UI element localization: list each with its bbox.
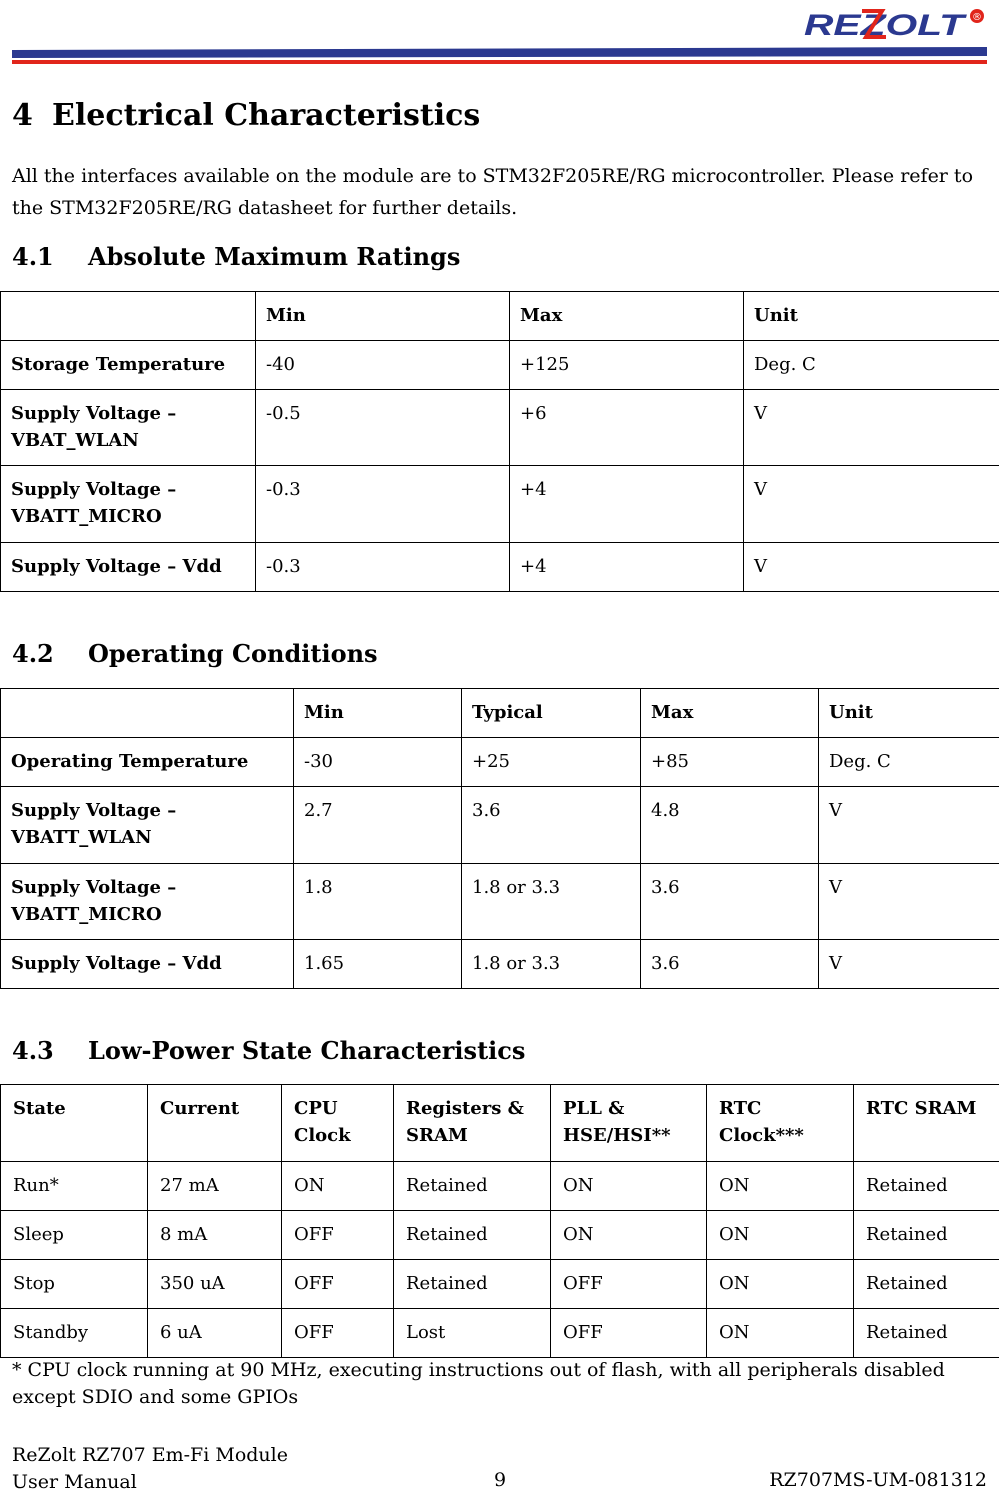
table-cell: 3.6 [641,864,819,940]
table-cell: Deg. C [744,341,999,390]
column-header: RTC Clock*** [707,1085,854,1162]
table-cell: 1.65 [294,940,462,989]
table-cell: +4 [510,543,744,592]
table-cell: +6 [510,390,744,466]
table-cell: Deg. C [819,738,999,787]
table-cell: Storage Temperature [1,341,256,390]
section-heading-4-2: 4.2 Operating Conditions [12,639,378,668]
column-header: Unit [744,292,999,341]
column-header: Min [294,689,462,738]
table-cell: V [744,390,999,466]
operating-conditions-table [0,688,999,989]
column-header: Typical [462,689,641,738]
table-cell: Operating Temperature [1,738,294,787]
column-header: Max [641,689,819,738]
table-cell: Retained [394,1260,551,1309]
table-cell: Supply Voltage – VBATT_WLAN [1,787,294,864]
footer-left [12,1442,288,1496]
table-row [1,940,999,989]
table-cell: -30 [294,738,462,787]
table-cell: OFF [282,1309,394,1358]
table-cell: Retained [394,1211,551,1260]
table-cell: -0.3 [256,466,510,543]
column-header: Current [148,1085,282,1162]
table-cell: 2.7 [294,787,462,864]
footer-product: ReZolt RZ707 Em-Fi Module [12,1442,288,1469]
column-header: Min [256,292,510,341]
table-header-row [1,292,999,341]
table-cell: V [744,466,999,543]
table-row [1,543,999,592]
table-cell: ON [707,1309,854,1358]
column-header: Max [510,292,744,341]
table-cell: -0.5 [256,390,510,466]
column-header: State [1,1085,148,1162]
footer-doc-type: User Manual [12,1469,288,1496]
table-cell: 1.8 or 3.3 [462,940,641,989]
registered-mark: ® [972,12,982,23]
page-number: 9 [494,1469,506,1491]
table-cell: Supply Voltage – VBATT_MICRO [1,466,256,543]
column-header: RTC SRAM [854,1085,999,1162]
table-row [1,390,999,466]
table-cell: OFF [551,1309,707,1358]
column-header [1,689,294,738]
intro-paragraph: All the interfaces available on the module are to STM32F205RE/RG microcontroller. Please refer to the STM32F205RE/RG datasheet for further details. [12,160,987,224]
table-row [1,787,999,864]
rezolt-logo [800,4,990,44]
table-cell: Retained [854,1260,999,1309]
table-cell: +4 [510,466,744,543]
table-cell: 1.8 or 3.3 [462,864,641,940]
table-cell: Supply Voltage – VBAT_WLAN [1,390,256,466]
table-row [1,341,999,390]
table-row [1,1309,999,1358]
table-cell: Supply Voltage – VBATT_MICRO [1,864,294,940]
table-row [1,738,999,787]
table-cell: Run* [1,1162,148,1211]
chapter-title: Electrical Characteristics [52,98,480,133]
table-cell: 6 uA [148,1309,282,1358]
table-cell: 350 uA [148,1260,282,1309]
column-header: CPU Clock [282,1085,394,1162]
table-cell: ON [551,1211,707,1260]
table-cell: 3.6 [462,787,641,864]
table-header-row [1,689,999,738]
table-cell: V [819,940,999,989]
table-cell: ON [282,1162,394,1211]
logo-text: REZOLT [804,9,968,42]
table-cell: ON [707,1260,854,1309]
table-row [1,1260,999,1309]
table-cell: 8 mA [148,1211,282,1260]
table-cell: 27 mA [148,1162,282,1211]
table-header-row [1,1085,999,1162]
table-cell: Sleep [1,1211,148,1260]
table-cell: 1.8 [294,864,462,940]
table-cell: ON [707,1162,854,1211]
table-cell: -0.3 [256,543,510,592]
section-heading-4-1: 4.1 Absolute Maximum Ratings [12,242,460,271]
table-cell: OFF [282,1211,394,1260]
table-cell: OFF [282,1260,394,1309]
low-power-state-table [0,1084,999,1358]
table-cell: Stop [1,1260,148,1309]
table-cell: Supply Voltage – Vdd [1,543,256,592]
table-cell: OFF [551,1260,707,1309]
table-row [1,466,999,543]
table-cell: Retained [854,1309,999,1358]
table-cell: Retained [854,1162,999,1211]
table-cell: +25 [462,738,641,787]
table-row [1,864,999,940]
table-cell: Standby [1,1309,148,1358]
header-rule [12,47,987,67]
chapter-number: 4 [12,98,52,133]
section-heading-4-3: 4.3 Low-Power State Characteristics [12,1036,525,1065]
table-cell: ON [707,1211,854,1260]
table-cell: 4.8 [641,787,819,864]
column-header [1,292,256,341]
table-cell: -40 [256,341,510,390]
column-header: Registers & SRAM [394,1085,551,1162]
table-row [1,1162,999,1211]
table-cell: Retained [394,1162,551,1211]
table-cell: +125 [510,341,744,390]
table-cell: 3.6 [641,940,819,989]
footer-doc-id: RZ707MS-UM-081312 [769,1469,987,1491]
footnote: * CPU clock running at 90 MHz, executing instructions out of flash, with all peripherals disabled except SDIO and some GPIOs [12,1357,997,1411]
table-cell: ON [551,1162,707,1211]
column-header: Unit [819,689,999,738]
table-row [1,1211,999,1260]
table-cell: V [744,543,999,592]
table-cell: Retained [854,1211,999,1260]
column-header: PLL & HSE/HSI** [551,1085,707,1162]
table-cell: Supply Voltage – Vdd [1,940,294,989]
table-cell: Lost [394,1309,551,1358]
absolute-max-ratings-table [0,291,999,592]
table-cell: +85 [641,738,819,787]
chapter-heading [12,98,480,133]
table-cell: V [819,787,999,864]
table-cell: V [819,864,999,940]
